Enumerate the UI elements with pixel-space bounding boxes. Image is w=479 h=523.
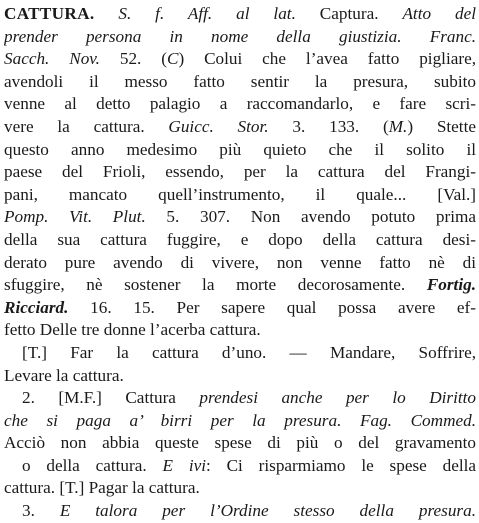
text-segment: della sua cattura fuggire, e dopo della cattura desi- xyxy=(4,229,476,249)
text-segment: Levare la cattura. xyxy=(4,365,124,385)
text-segment: questo anno medesimo più quieto che il solito il xyxy=(4,139,476,159)
text-line xyxy=(4,139,476,162)
text-segment: E ivi xyxy=(162,455,206,475)
text-line xyxy=(4,252,476,275)
text-line xyxy=(4,206,476,229)
text-segment: Guicc. Stor. xyxy=(168,116,269,136)
text-segment: vere la cattura. xyxy=(4,116,169,136)
text-segment: avendoli il messo fatto sentir la presura, subito xyxy=(4,71,476,91)
text-line xyxy=(4,229,476,252)
text-segment: [T.] Far la cattura d’uno. — Mandare, Soffrire, xyxy=(22,342,476,362)
text-segment: sfuggire, nè sostener la morte decorosamente. xyxy=(4,275,427,295)
text-segment: Acciò non abbia queste spese di più o del gravamento xyxy=(4,433,476,453)
text-segment: prendesi anche per lo Diritto xyxy=(199,388,476,408)
text-line xyxy=(4,500,476,523)
text-line xyxy=(4,365,476,388)
text-segment: Pomp. Vit. Plut. xyxy=(4,207,146,227)
text-line xyxy=(4,116,476,139)
text-segment: che si paga a’ birri per la presura. Fag. Commed. xyxy=(4,410,476,430)
text-segment: 5. 307. Non avendo potuto prima xyxy=(145,207,476,227)
text-segment: venne al detto palagio a raccomandarlo, e fare scri- xyxy=(4,94,476,114)
text-segment: ) Colui che l’avea fatto pigliare, xyxy=(178,49,476,69)
text-segment: Atto del xyxy=(402,4,476,23)
text-segment: 2. [M.F.] Cattura xyxy=(22,388,200,408)
text-segment: 52. ( xyxy=(99,49,167,69)
text-segment: : Ci risparmiamo le spese della xyxy=(206,455,476,475)
text-segment: Ricciard. xyxy=(4,297,69,317)
text-segment: 3. 133. ( xyxy=(268,116,389,136)
text-line xyxy=(4,432,476,455)
text-line xyxy=(4,477,476,500)
text-segment: 16. 15. Per sapere qual possa avere ef- xyxy=(68,297,476,317)
text-line xyxy=(4,342,476,365)
text-line xyxy=(4,3,476,26)
text-line xyxy=(4,93,476,116)
text-line xyxy=(4,26,476,49)
text-segment: fetto Delle tre donne l’acerba cattura. xyxy=(4,320,261,340)
text-segment: E talora per l’Ordine stesso della presura. xyxy=(59,501,476,521)
text-segment: Captura. xyxy=(295,4,403,23)
text-line xyxy=(4,297,476,320)
text-segment xyxy=(94,4,118,23)
text-line xyxy=(4,161,476,184)
text-segment: cattura. [T.] Pagar la cattura. xyxy=(4,478,200,498)
text-segment: Fortig. xyxy=(426,275,476,295)
text-segment: derato pure avendo di vivere, non venne fatto nè di xyxy=(4,252,476,272)
text-line xyxy=(4,455,476,478)
text-segment: o della cattura. xyxy=(22,455,163,475)
text-line xyxy=(4,410,476,433)
text-segment: Sacch. Nov. xyxy=(4,49,100,69)
dictionary-entry xyxy=(4,3,476,521)
text-segment: M. xyxy=(388,116,408,136)
text-segment: prender persona in nome della giustizia. Franc. xyxy=(4,26,476,46)
text-segment: ) Stette xyxy=(407,116,476,136)
text-segment: paese del Frioli, essendo, per la cattura del Frangi- xyxy=(4,162,476,182)
text-line xyxy=(4,184,476,207)
text-segment: C xyxy=(166,49,179,69)
text-line xyxy=(4,71,476,94)
text-segment: pani, mancato quell’instrumento, il quale... [Val.] xyxy=(4,184,476,204)
text-segment: 3. xyxy=(22,501,60,521)
text-line xyxy=(4,274,476,297)
text-segment: S. f. Aff. al lat. xyxy=(118,4,296,23)
text-line xyxy=(4,319,476,342)
text-line xyxy=(4,387,476,410)
text-line xyxy=(4,48,476,71)
text-segment: CATTURA. xyxy=(4,4,95,23)
